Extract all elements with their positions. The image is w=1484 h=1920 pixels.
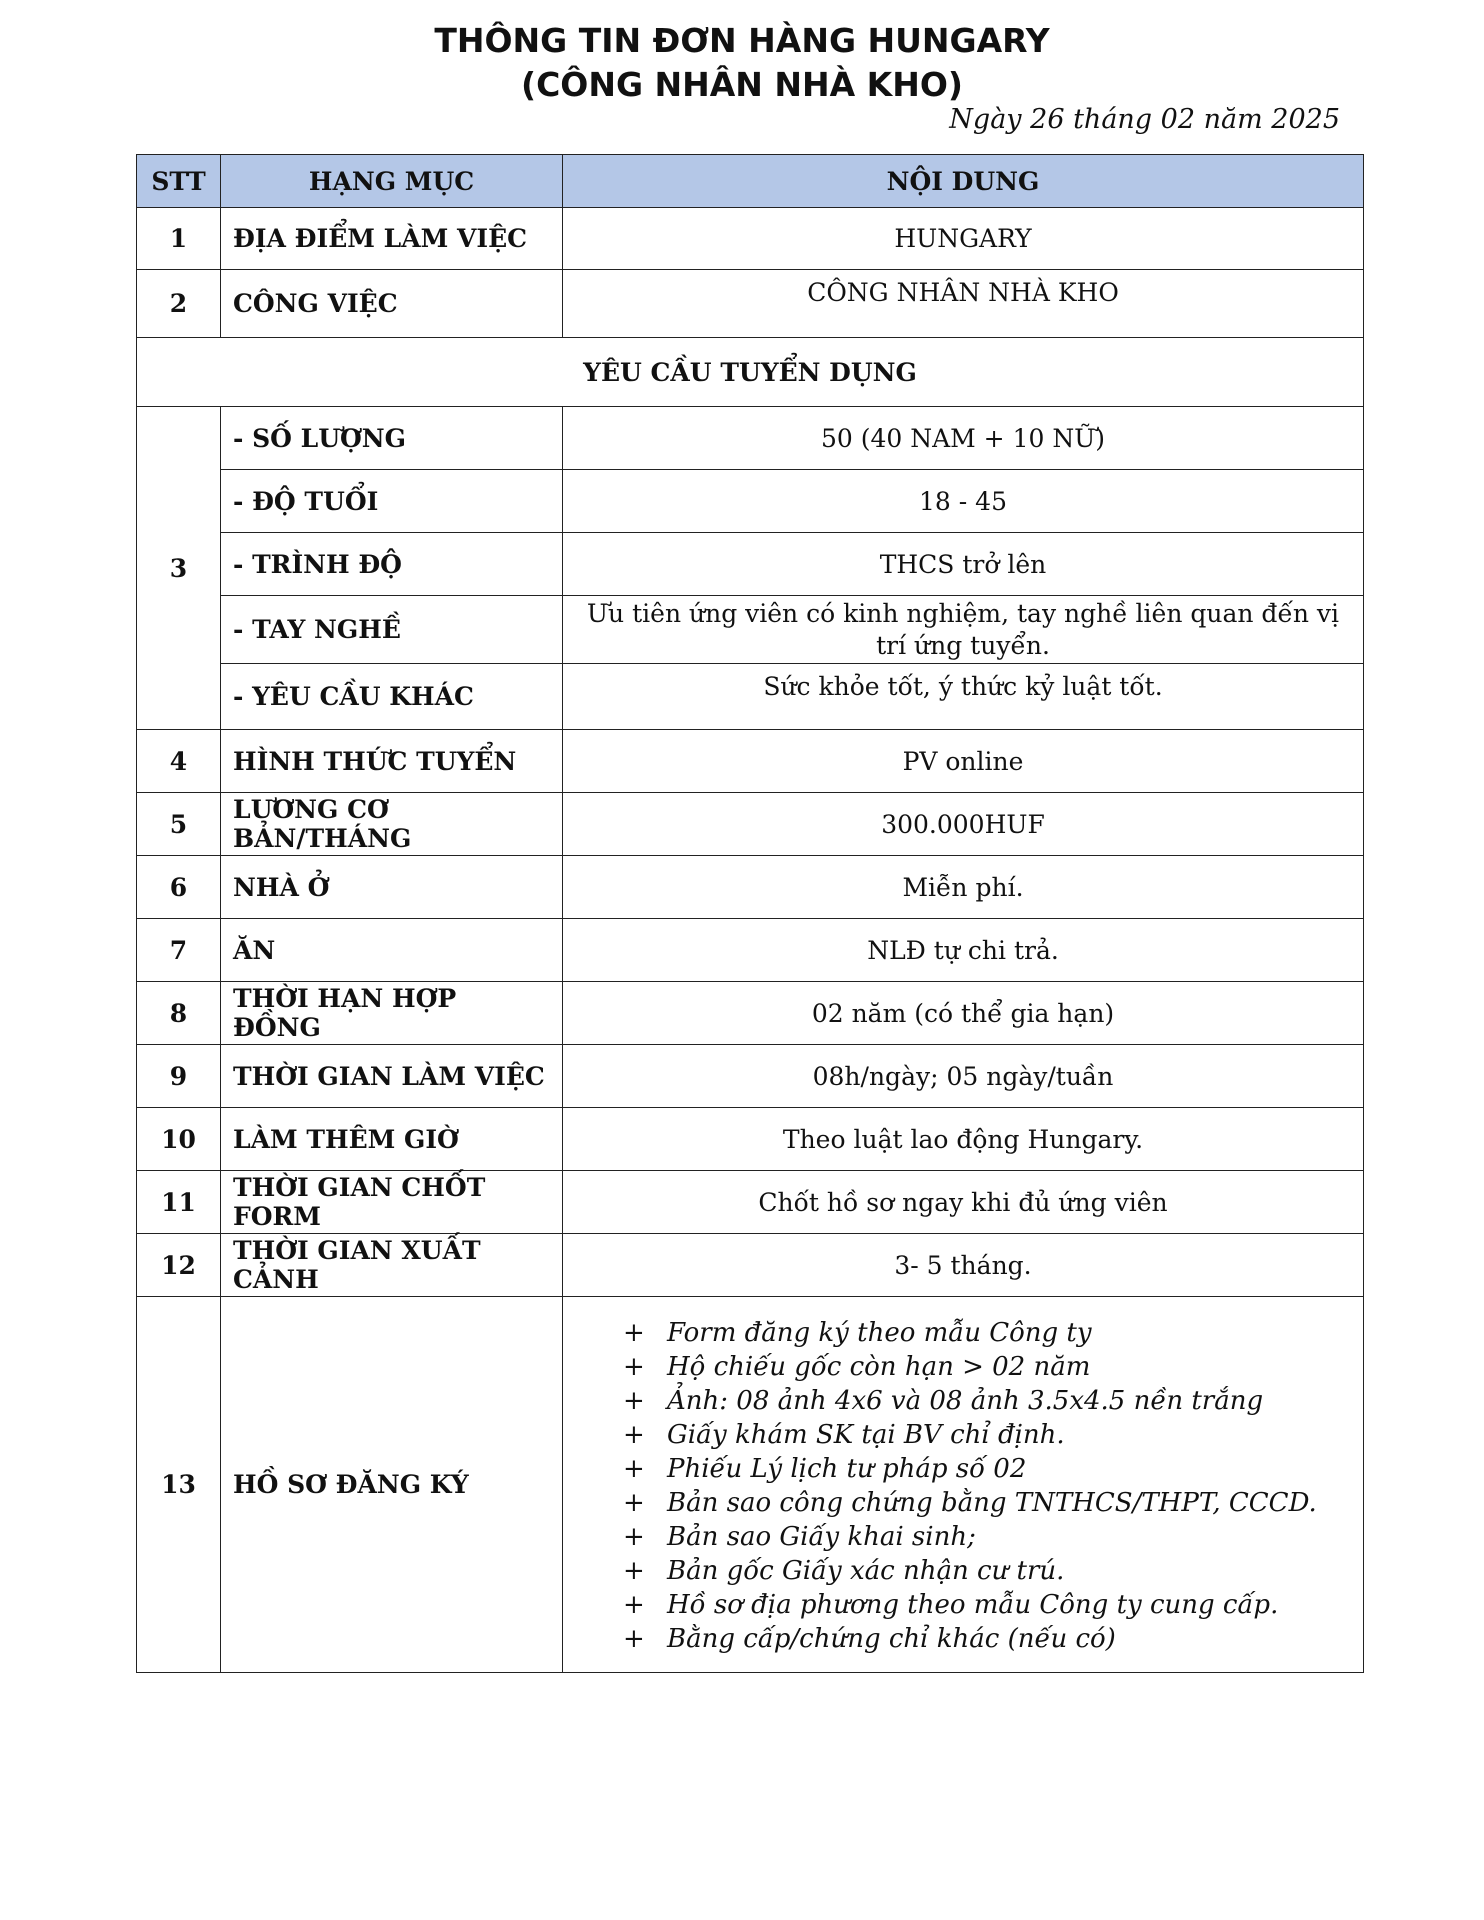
row-value: Sức khỏe tốt, ý thức kỷ luật tốt.	[563, 664, 1364, 730]
plus-bullet: +	[623, 1589, 645, 1620]
document-list-item	[623, 1452, 1363, 1486]
table-row	[137, 1045, 1364, 1108]
row-category: - YÊU CẦU KHÁC	[221, 664, 563, 730]
plus-bullet: +	[623, 1555, 645, 1586]
table-row	[137, 793, 1364, 856]
row-category: LÀM THÊM GIỜ	[221, 1108, 563, 1171]
row-number: 6	[137, 856, 221, 919]
document-list-item	[623, 1520, 1363, 1554]
row-category: - TAY NGHỀ	[221, 596, 563, 664]
row-value: 18 - 45	[563, 470, 1364, 533]
row-value: 50 (40 NAM + 10 NỮ)	[563, 407, 1364, 470]
table-row	[137, 407, 1364, 470]
row-number: 7	[137, 919, 221, 982]
row-value: Ưu tiên ứng viên có kinh nghiệm, tay nghề liên quan đến vị trí ứng tuyển.	[563, 596, 1364, 664]
header-stt: STT	[137, 155, 221, 208]
table-row	[137, 856, 1364, 919]
document-item-text: Bản gốc Giấy xác nhận cư trú.	[667, 1555, 1065, 1586]
row-value: 300.000HUF	[563, 793, 1364, 856]
row-value: 08h/ngày; 05 ngày/tuần	[563, 1045, 1364, 1108]
row-value: Chốt hồ sơ ngay khi đủ ứng viên	[563, 1171, 1364, 1234]
plus-bullet: +	[623, 1521, 645, 1552]
row-number: 11	[137, 1171, 221, 1234]
document-item-text: Ảnh: 08 ảnh 4x6 và 08 ảnh 3.5x4.5 nền trắng	[667, 1385, 1264, 1416]
document-list-item	[623, 1554, 1363, 1588]
row-value: 02 năm (có thể gia hạn)	[563, 982, 1364, 1045]
row-number: 4	[137, 730, 221, 793]
table-row	[137, 730, 1364, 793]
plus-bullet: +	[623, 1487, 645, 1518]
table-row	[137, 982, 1364, 1045]
document-title: THÔNG TIN ĐƠN HÀNG HUNGARY	[434, 21, 1050, 60]
row-category: ĂN	[221, 919, 563, 982]
table-row	[137, 208, 1364, 270]
row-category: CÔNG VIỆC	[221, 270, 563, 338]
document-list-item	[623, 1316, 1363, 1350]
plus-bullet: +	[623, 1419, 645, 1450]
documents-list	[563, 1302, 1363, 1668]
document-list-item	[623, 1588, 1363, 1622]
plus-bullet: +	[623, 1317, 645, 1348]
table-row	[137, 596, 1364, 664]
table-header-row	[137, 155, 1364, 208]
documents-cell	[563, 1297, 1364, 1673]
row-number: 3	[137, 407, 221, 730]
row-category: THỜI GIAN CHỐT FORM	[221, 1171, 563, 1234]
row-category: NHÀ Ở	[221, 856, 563, 919]
row-value: PV online	[563, 730, 1364, 793]
row-number: 5	[137, 793, 221, 856]
table-row	[137, 533, 1364, 596]
row-category: ĐỊA ĐIỂM LÀM VIỆC	[221, 208, 563, 270]
document-item-text: Bản sao công chứng bằng TNTHCS/THPT, CCCD.	[667, 1487, 1317, 1518]
document-date: Ngày 26 tháng 02 năm 2025	[949, 104, 1340, 135]
header-content: NỘI DUNG	[563, 155, 1364, 208]
section-heading: YÊU CẦU TUYỂN DỤNG	[137, 338, 1364, 407]
document-list-item	[623, 1384, 1363, 1418]
section-row	[137, 338, 1364, 407]
table-row	[137, 1171, 1364, 1234]
plus-bullet: +	[623, 1453, 645, 1484]
document-item-text: Hộ chiếu gốc còn hạn > 02 năm	[667, 1351, 1091, 1382]
row-category: THỜI GIAN XUẤT CẢNH	[221, 1234, 563, 1297]
row-category: - ĐỘ TUỔI	[221, 470, 563, 533]
document-item-text: Bằng cấp/chứng chỉ khác (nếu có)	[667, 1623, 1116, 1654]
row-number: 13	[137, 1297, 221, 1673]
table-row	[137, 1234, 1364, 1297]
plus-bullet: +	[623, 1351, 645, 1382]
row-number: 12	[137, 1234, 221, 1297]
row-category: THỜI GIAN LÀM VIỆC	[221, 1045, 563, 1108]
row-category: THỜI HẠN HỢP ĐỒNG	[221, 982, 563, 1045]
row-category: - TRÌNH ĐỘ	[221, 533, 563, 596]
row-category: - SỐ LƯỢNG	[221, 407, 563, 470]
document-item-text: Form đăng ký theo mẫu Công ty	[667, 1317, 1092, 1348]
row-category: HỒ SƠ ĐĂNG KÝ	[221, 1297, 563, 1673]
document-item-text: Giấy khám SK tại BV chỉ định.	[667, 1419, 1065, 1450]
row-number: 10	[137, 1108, 221, 1171]
table-row	[137, 470, 1364, 533]
row-value: Miễn phí.	[563, 856, 1364, 919]
table-row	[137, 664, 1364, 730]
document-item-text: Phiếu Lý lịch tư pháp số 02	[667, 1453, 1027, 1484]
row-number: 2	[137, 270, 221, 338]
table-row	[137, 1108, 1364, 1171]
row-value: THCS trở lên	[563, 533, 1364, 596]
table-row	[137, 1297, 1364, 1673]
table-row	[137, 919, 1364, 982]
document-item-text: Bản sao Giấy khai sinh;	[667, 1521, 976, 1552]
row-value: CÔNG NHÂN NHÀ KHO	[563, 270, 1364, 338]
row-number: 8	[137, 982, 221, 1045]
document-list-item	[623, 1350, 1363, 1384]
plus-bullet: +	[623, 1623, 645, 1654]
plus-bullet: +	[623, 1385, 645, 1416]
row-value: 3- 5 tháng.	[563, 1234, 1364, 1297]
order-info-table	[136, 154, 1364, 1673]
row-number: 9	[137, 1045, 221, 1108]
row-category: LƯƠNG CƠ BẢN/THÁNG	[221, 793, 563, 856]
table-row	[137, 270, 1364, 338]
header-category: HẠNG MỤC	[221, 155, 563, 208]
row-value: HUNGARY	[563, 208, 1364, 270]
document-item-text: Hồ sơ địa phương theo mẫu Công ty cung cấp.	[667, 1589, 1279, 1620]
row-value: NLĐ tự chi trả.	[563, 919, 1364, 982]
row-value: Theo luật lao động Hungary.	[563, 1108, 1364, 1171]
row-category: HÌNH THỨC TUYỂN	[221, 730, 563, 793]
document-subtitle: (CÔNG NHÂN NHÀ KHO)	[520, 65, 964, 104]
row-number: 1	[137, 208, 221, 270]
document-list-item	[623, 1622, 1363, 1656]
document-list-item	[623, 1418, 1363, 1452]
document-list-item	[623, 1486, 1363, 1520]
